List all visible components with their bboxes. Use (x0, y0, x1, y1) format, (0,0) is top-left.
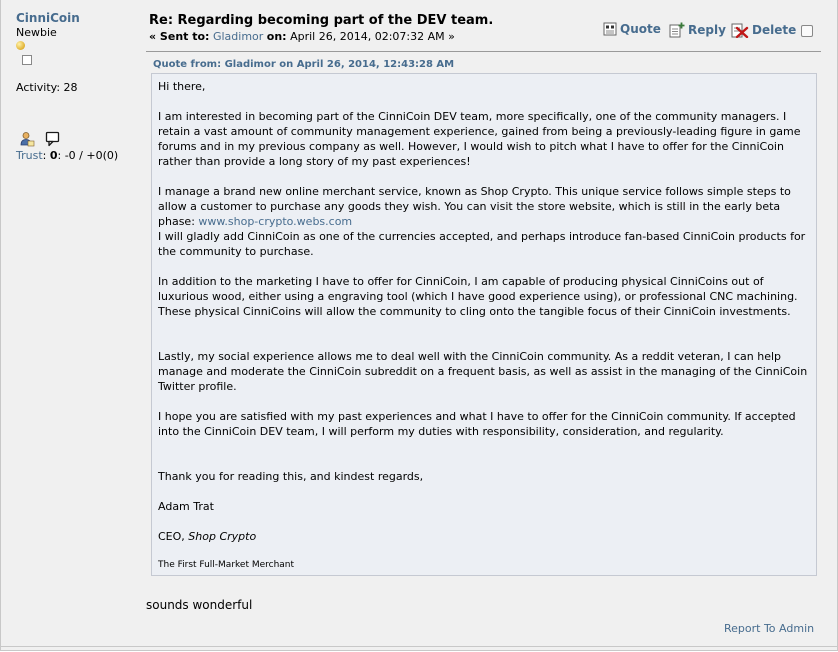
online-status-icon (22, 55, 32, 65)
reply-icon (669, 22, 685, 38)
poster-rank: Newbie (16, 26, 57, 39)
quote-paragraph-2-text: I manage a brand new online merchant service, known as Shop Crypto. This unique service follows simple steps to allow a customer to purchase any goods they wish. You can visit the store website, which is still in the early beta phase: (158, 185, 791, 228)
trust-detail: : -0 / +0(0) (57, 149, 119, 162)
reply-text: sounds wonderful (146, 598, 253, 612)
quote-paragraph-1: I am interested in becoming part of the CinniCoin DEV team, more specifically, one of the community managers. I retain a vast amount of community management experience, gained from being a previously-leading figure in game forums and in my previous company as well. However, I would wish to pitch what I have to offer for the CinniCoin rather than provide a long story of my past experiences! (158, 110, 801, 168)
recipient-link[interactable]: Gladimor (212, 30, 264, 43)
poster-name[interactable]: CinniCoin (16, 11, 80, 25)
profile-icons (19, 131, 79, 147)
delete-button[interactable] (731, 22, 796, 38)
quote-label: Quote (620, 22, 661, 36)
signature-name: Adam Trat (158, 500, 214, 513)
rank-star-icon (16, 41, 25, 50)
post-actions (603, 22, 821, 40)
delete-icon (731, 22, 749, 38)
report-to-admin-link[interactable]: Report To Admin (724, 622, 815, 635)
quote-block (151, 73, 817, 576)
signature-tagline: The First Full-Market Merchant (158, 560, 295, 570)
quote-icon (603, 22, 617, 36)
quote-paragraph-4: In addition to the marketing I have to offer for CinniCoin, I am capable of producing physical CinniCoins out of luxurious wood, either using a engraving tool (which I have good experience using), or professional CNC machining. These physical CinniCoins will allow the community to cling onto the tangible focus of their CinniCoin investments. (158, 275, 798, 318)
quote-paragraph-5: Lastly, my social experience allows me to deal well with the CinniCoin community. As a reddit veteran, I can help manage and moderate the CinniCoin subreddit on a frequent basis, as well as assist in the managing of the CinniCoin Twitter profile. (158, 350, 808, 393)
personal-message-icon[interactable] (45, 131, 61, 147)
on-label: on: (266, 30, 287, 43)
select-post-checkbox[interactable] (801, 25, 813, 37)
trust-info: Trust: 0: -0 / +0(0) (16, 149, 119, 162)
signature-company: Shop Crypto (188, 530, 257, 543)
quote-closing: Thank you for reading this, and kindest regards, (158, 470, 424, 483)
post-subject[interactable]: Re: Regarding becoming part of the DEV team. (149, 13, 494, 28)
profile-icon[interactable] (19, 131, 35, 147)
poster-activity: Activity: 28 (16, 81, 78, 94)
post-bottom-divider (1, 646, 837, 647)
quote-paragraph-6: I hope you are satisfied with my past experiences and what I have to offer for the CinniCoin community. If accepted into the CinniCoin DEV team, I will perform my duties with responsibility, consideration, and regularity. (158, 410, 796, 438)
quote-paragraph-3: I will gladly add CinniCoin as one of the currencies accepted, and perhaps introduce fan-based CinniCoin products for the community to purchase. (158, 230, 806, 258)
quote-header[interactable]: Quote from: Gladimor on April 26, 2014, 12:43:28 AM (153, 59, 455, 70)
trust-link[interactable]: Trust (16, 149, 43, 162)
poster-info (16, 11, 136, 162)
quote-greeting: Hi there, (158, 80, 206, 93)
delete-label: Delete (752, 23, 797, 37)
signature-title (158, 529, 808, 544)
header-divider (146, 51, 821, 52)
post-date: April 26, 2014, 02:07:32 AM » (290, 30, 455, 43)
shop-crypto-link[interactable]: www.shop-crypto.webs.com (198, 215, 353, 228)
trust-score: 0 (49, 149, 58, 162)
signature-title-prefix: CEO, (158, 530, 185, 543)
quote-paragraph-2 (158, 184, 808, 229)
reply-button[interactable] (669, 22, 726, 38)
quote-button[interactable] (603, 22, 661, 36)
reply-label: Reply (688, 23, 726, 37)
sent-to-label: « Sent to: (149, 30, 210, 43)
